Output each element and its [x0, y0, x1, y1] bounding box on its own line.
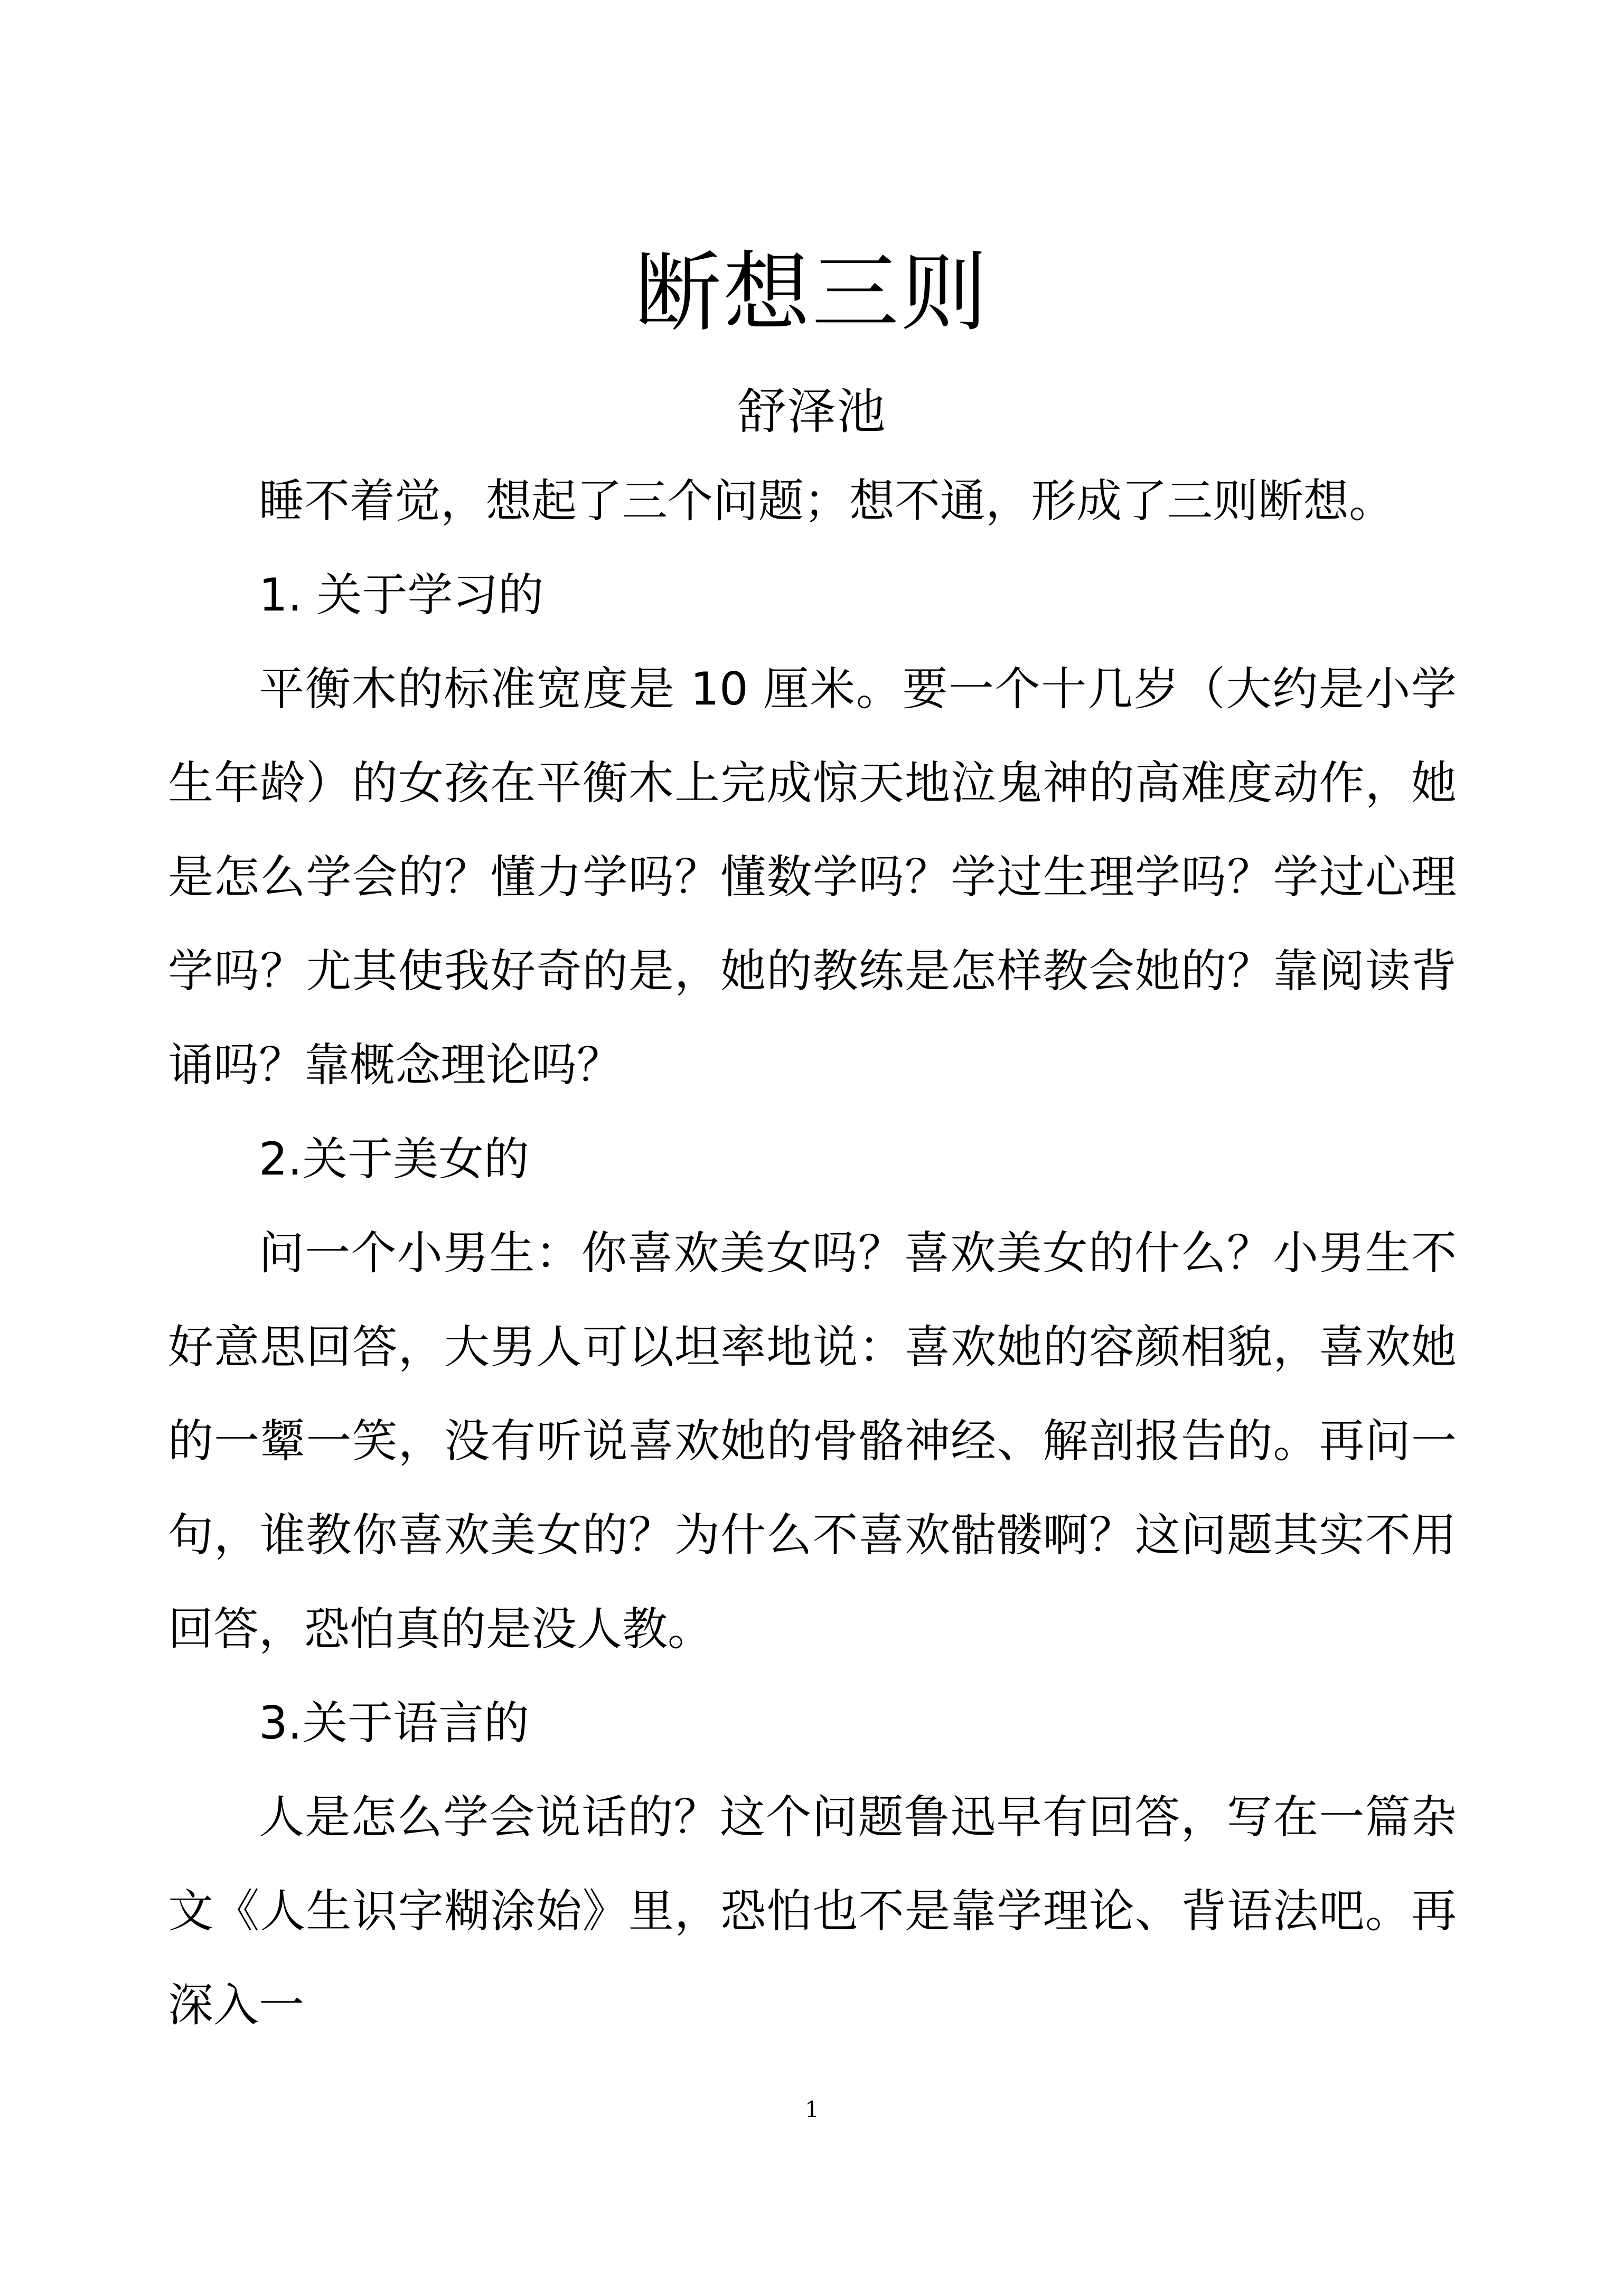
document-body [168, 454, 1457, 2052]
paragraph-learning: 平衡木的标准宽度是 10 厘米。要一个十几岁（大约是小学生年龄）的女孩在平衡木上完成惊天地泣鬼神的高难度动作，她是怎么学会的？懂力学吗？懂数学吗？学过生理学吗？学过心理学吗？尤其使我好奇的是，她的教练是怎样教会她的？靠阅读背诵吗？靠概念理论吗？ [168, 663, 1457, 1092]
paragraph-intro: 睡不着觉，想起了三个问题；想不通，形成了三则断想。 [259, 475, 1394, 528]
document-title: 断想三则 [634, 242, 990, 343]
section-heading-beauty: 2.关于美女的 [259, 1133, 530, 1186]
section-heading-language: 3.关于语言的 [259, 1697, 530, 1750]
paragraph-beauty: 问一个小男生：你喜欢美女吗？喜欢美女的什么？小男生不好意思回答，大男人可以坦率地说：喜欢她的容颜相貌，喜欢她的一颦一笑，没有听说喜欢她的骨骼神经、解剖报告的。再问一句，谁教你喜欢美女的？为什么不喜欢骷髅啊？这问题其实不用回答，恐怕真的是没人教。 [168, 1227, 1457, 1656]
paragraph-language: 人是怎么学会说话的？这个问题鲁迅早有回答，写在一篇杂文《人生识字糊涂始》里，恐怕也不是靠学理论、背语法吧。再深入一 [168, 1791, 1457, 2032]
page-number: 1 [805, 2097, 819, 2123]
section-heading-learning: 1. 关于学习的 [259, 569, 544, 622]
document-author: 舒泽池 [737, 383, 887, 440]
